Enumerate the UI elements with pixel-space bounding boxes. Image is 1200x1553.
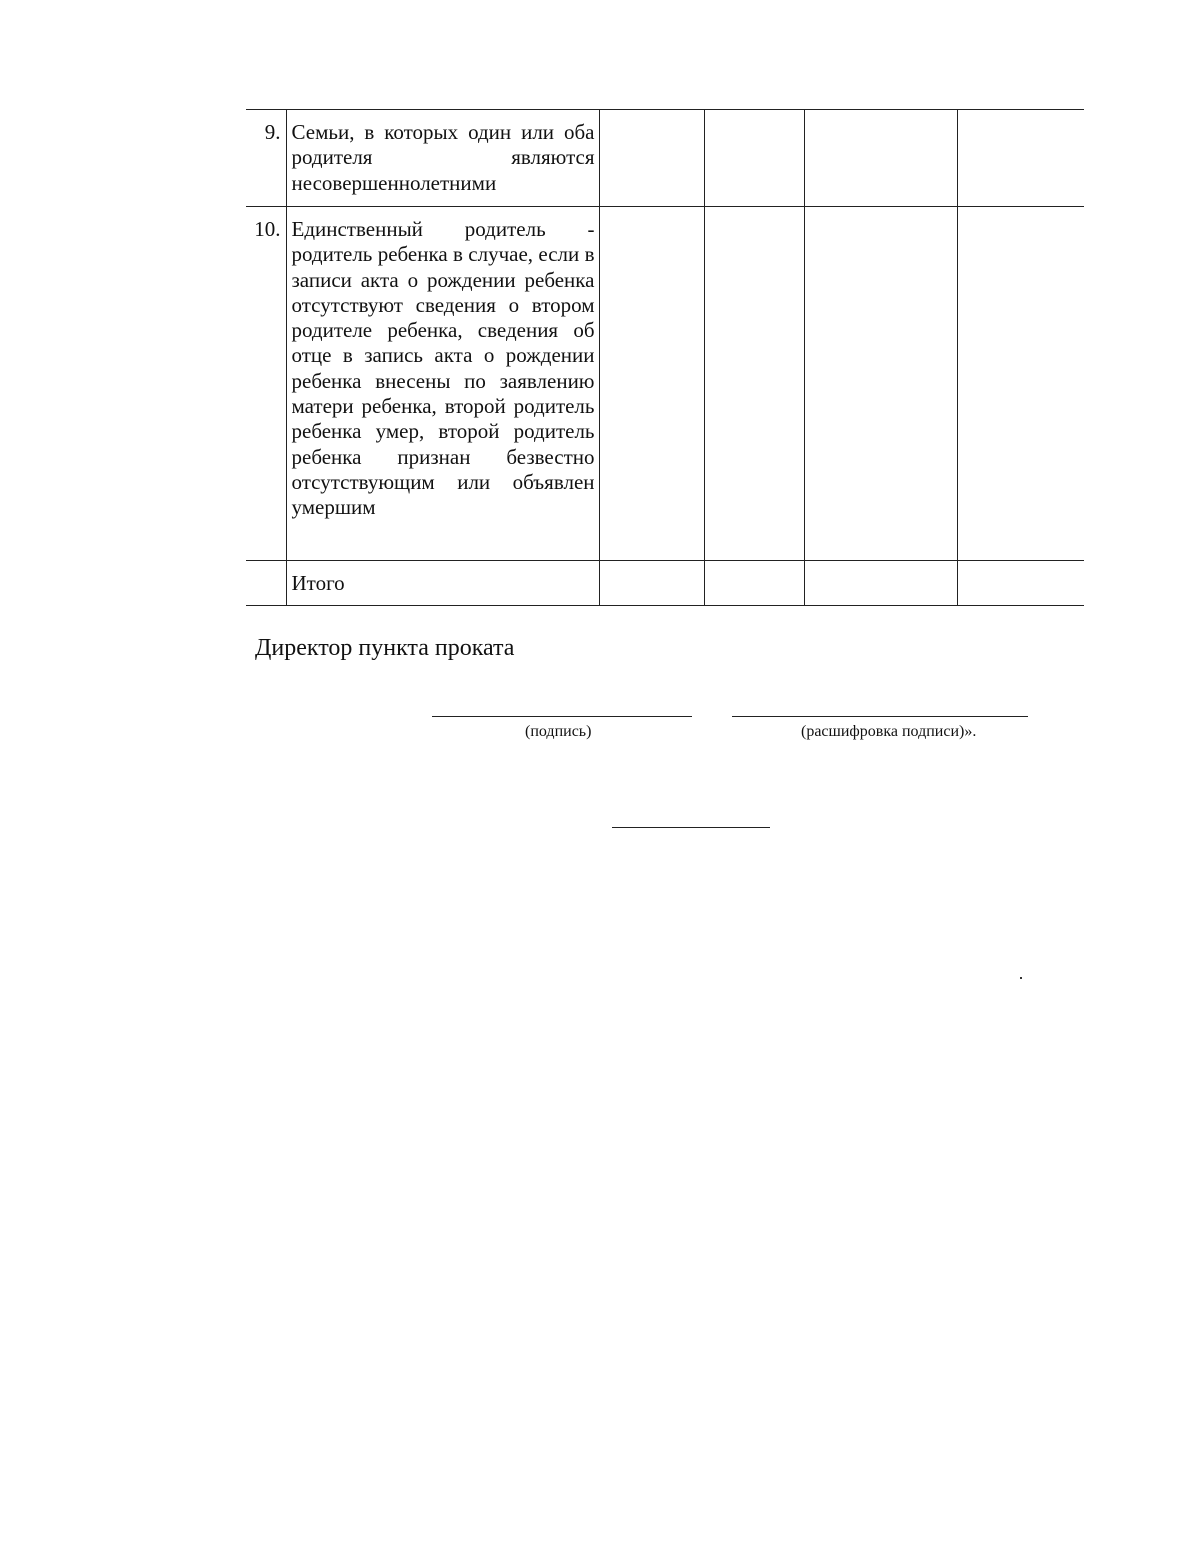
row-number: 10.	[246, 207, 286, 561]
empty-cell	[804, 561, 957, 606]
empty-cell	[599, 207, 704, 561]
signature-line	[432, 716, 692, 717]
row-number: 9.	[246, 110, 286, 207]
row-number	[246, 561, 286, 606]
closing-divider	[612, 827, 770, 828]
report-table	[246, 109, 1084, 606]
table-row-total	[246, 561, 1084, 606]
signature-decoding-line	[732, 716, 1028, 717]
empty-cell	[804, 207, 957, 561]
row-category: Семьи, в которых один или оба родителя являются несовершеннолетними	[286, 110, 599, 207]
empty-cell	[957, 110, 1084, 207]
table-row	[246, 110, 1084, 207]
empty-cell	[957, 207, 1084, 561]
row-category: Единственный родитель - родитель ребенка в случае, если в записи акта о рождении ребенка отсутствуют сведения о втором родителе ребенка, сведения об отце в запись акта о рождении ребенка внесены по заявлению матери ребенка, второй родитель ребенка умер, второй родитель ребенка признан безвестно отсутствующим или объявлен умершим	[286, 207, 599, 561]
table-row	[246, 207, 1084, 561]
empty-cell	[704, 561, 804, 606]
empty-cell	[804, 110, 957, 207]
scan-speck	[1020, 977, 1022, 979]
empty-cell	[957, 561, 1084, 606]
row-category: Итого	[286, 561, 599, 606]
empty-cell	[599, 561, 704, 606]
signature-caption: (подпись)	[525, 723, 592, 740]
signature-decoding-caption: (расшифровка подписи)».	[801, 723, 977, 740]
empty-cell	[704, 207, 804, 561]
director-title: Директор пункта проката	[255, 635, 515, 661]
empty-cell	[704, 110, 804, 207]
empty-cell	[599, 110, 704, 207]
